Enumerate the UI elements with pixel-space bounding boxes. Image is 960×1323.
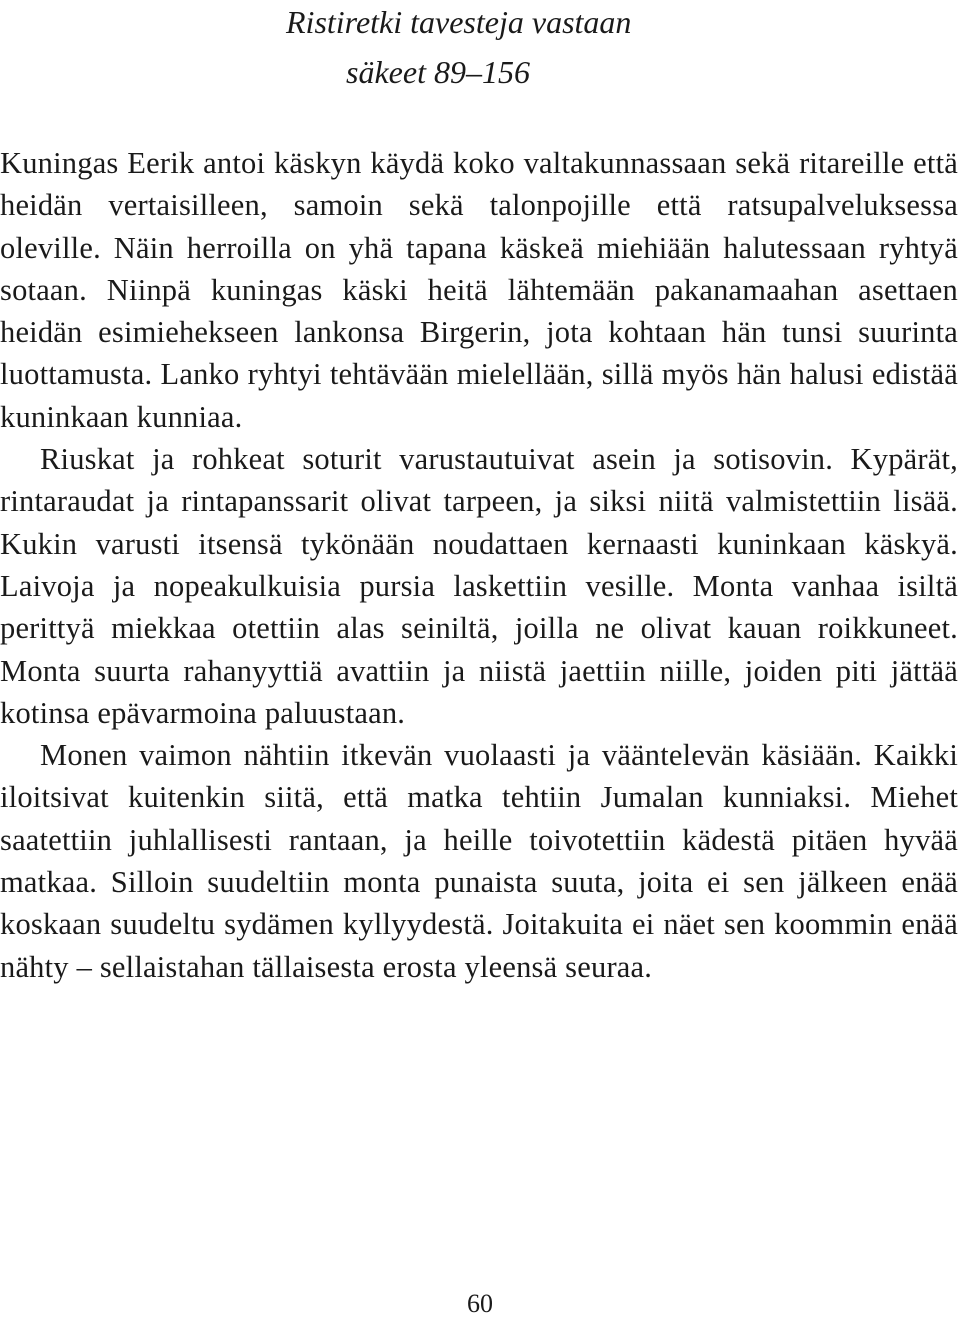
section-title: Ristiretki tavesteja vastaan [286,4,632,40]
page-number: 60 [467,1289,493,1318]
body-text [0,142,958,988]
paragraph-2: Riuskat ja rohkeat soturit varustautuivat asein ja sotisovin. Kypärät, rintaraudat ja rintapanssarit olivat tarpeen, ja siksi niitä valmistettiin lisää. Kukin varusti itsensä tykönään noudattaen kernaasti kuninkaan käskyä. Laivoja ja nopeakulkuisia pursia laskettiin vesille. Monta vanhaa isiltä perittyä miekkaa otettiin alas seiniltä, joilla ne olivat kauan roikkuneet. Monta suurta rahanyyttiä avattiin ja niistä jaettiin niille, joiden piti jättää kotinsa epävarmoina paluustaan. [0,442,958,730]
paragraph-3: Monen vaimon nähtiin itkevän vuolaasti ja vääntelevän käsiään. Kaikki iloitsivat kuitenkin siitä, että matka tehtiin Jumalan kunniaksi. Miehet saatettiin juhlallisesti rantaan, ja heille toivotettiin kädestä pitäen hyvää matkaa. Silloin suudeltiin monta punaista suuta, joita ei sen jälkeen enää koskaan suudeltu sydämen kyllyydestä. Joitakuita ei näet sen koommin enää nähty – sellaistahan tällaisesta erosta yleensä seuraa. [0,738,958,984]
paragraph-1: Kuningas Eerik antoi käskyn käydä koko valtakunnassaan sekä ritareille että heidän vertaisilleen, samoin sekä talonpojille että ratsupalveluksessa oleville. Näin herroilla on yhä tapana käskeä miehiään halutessaan ryhtyä sotaan. Niinpä kuningas käski heitä lähtemään pakanamaahan asettaen heidän esimiehekseen lankonsa Birgerin, jota kohtaan hän tunsi suurinta luottamusta. Lanko ryhtyi tehtävään mielellään, sillä myös hän halusi edistää kuninkaan kunniaa. [0,146,958,434]
section-subtitle: säkeet 89–156 [346,54,530,90]
